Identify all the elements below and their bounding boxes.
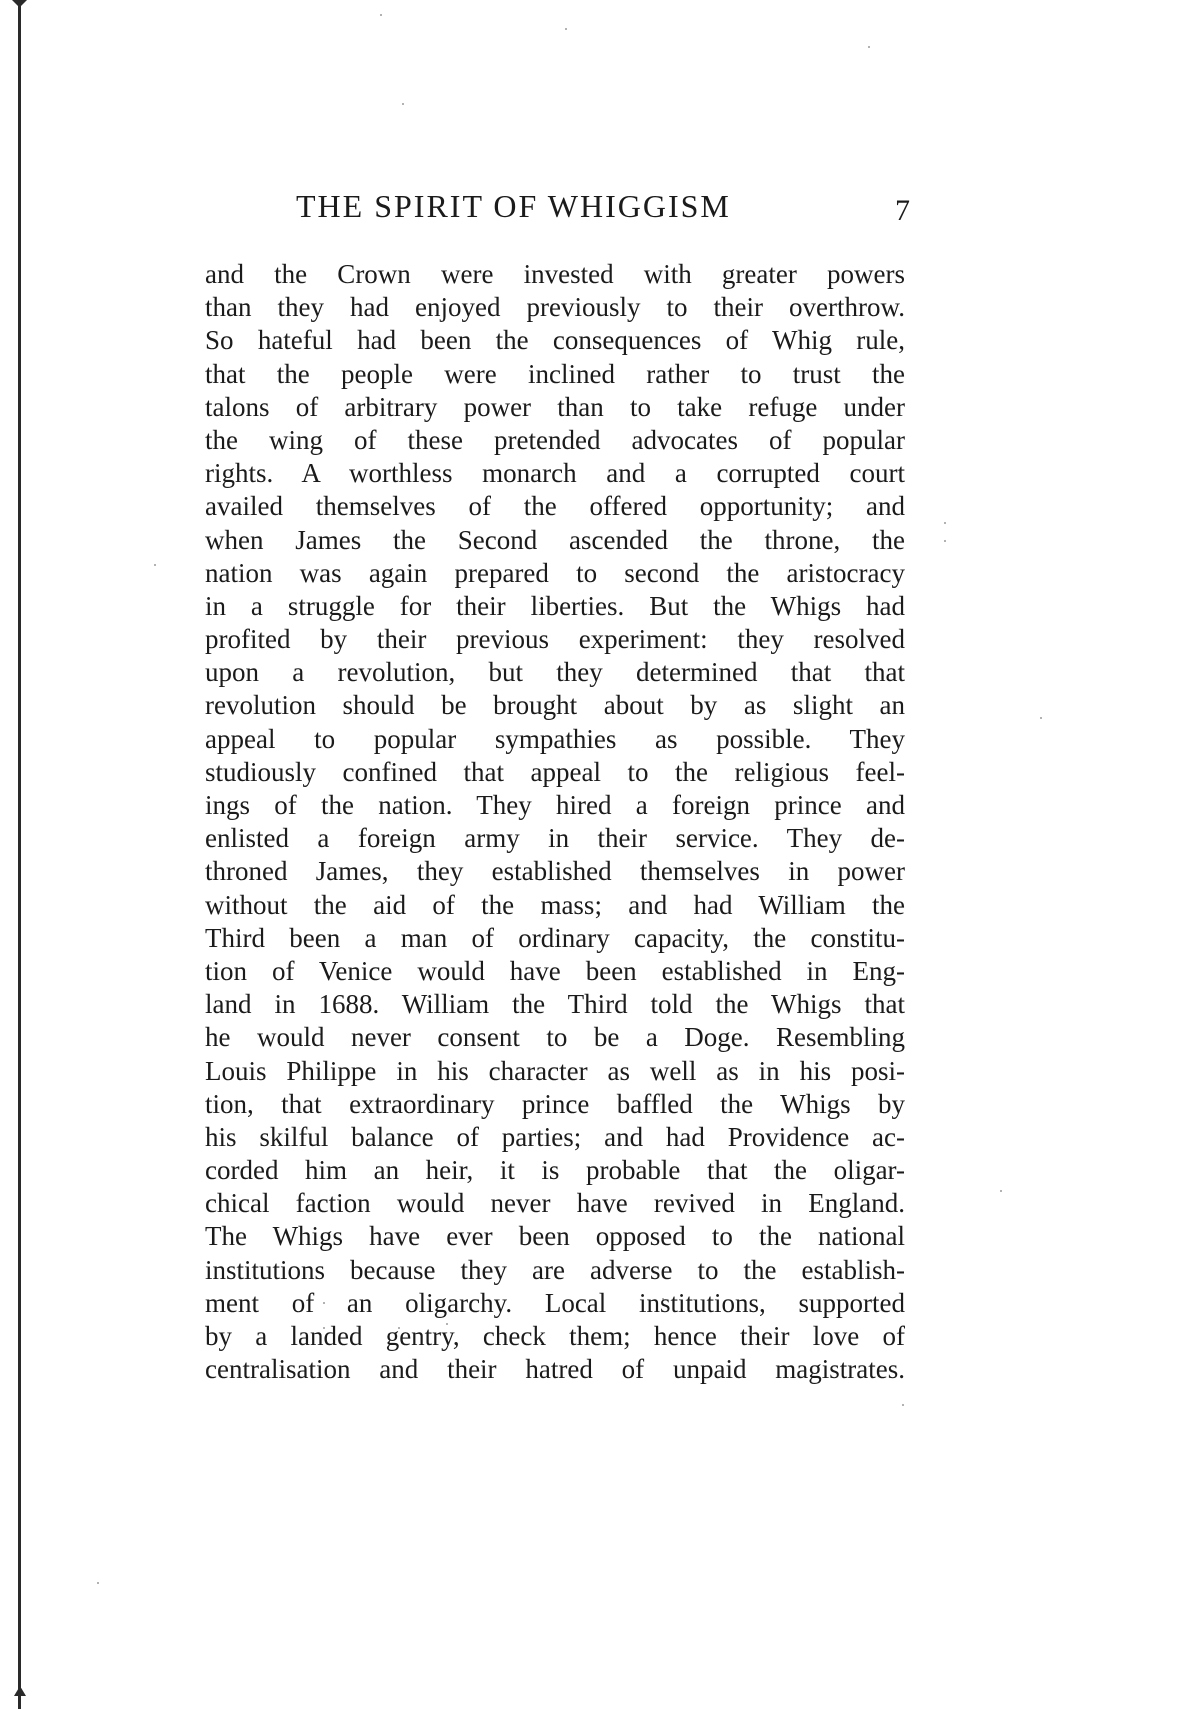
- text-line: when James the Second ascended the throne, the: [205, 524, 905, 555]
- text-line: appeal to popular sympathies as possible. They: [205, 723, 905, 754]
- text-line: throned James, they established themselves in power: [205, 856, 905, 887]
- text-line: tion of Venice would have been established in Eng-: [205, 955, 905, 986]
- text-line: The Whigs have ever been opposed to the national: [205, 1221, 905, 1252]
- text-line: So hateful had been the consequences of Whig rule,: [205, 325, 905, 356]
- text-line: ings of the nation. They hired a foreign prince and: [205, 790, 905, 820]
- speck: [380, 14, 382, 16]
- text-line: he would never consent to be a Doge. Resembling: [205, 1022, 905, 1053]
- text-line: and the Crown were invested with greater powers: [205, 259, 905, 289]
- speck: [97, 1582, 99, 1584]
- text-line: Louis Philippe in his character as well as in his posi-: [205, 1055, 905, 1086]
- text-line: land in 1688. William the Third told the Whigs that: [205, 989, 905, 1020]
- page-number: 7: [895, 194, 910, 227]
- text-line: talons of arbitrary power than to take refuge under: [205, 391, 905, 422]
- speck: [944, 540, 946, 542]
- speck: [1040, 717, 1042, 719]
- binding-tick-bottom: [14, 1688, 26, 1696]
- text-line: revolution should be brought about by as slight an: [205, 690, 905, 721]
- text-line: tion, that extraordinary prince baffled the Whigs by: [205, 1088, 905, 1119]
- text-line: ment of an oligarchy. Local institutions, supported: [205, 1287, 905, 1318]
- text-line: centralisation and their hatred of unpaid magistrates.: [205, 1354, 905, 1385]
- text-line: rights. A worthless monarch and a corrupted court: [205, 458, 905, 489]
- text-line: Third been a man of ordinary capacity, the constitu-: [205, 922, 905, 953]
- text-line: corded him an heir, it is probable that the oligar-: [205, 1155, 905, 1186]
- speck: [1000, 1190, 1002, 1192]
- running-head: [200, 188, 910, 238]
- text-line: his skilful balance of parties; and had Providence ac-: [205, 1121, 905, 1152]
- text-line: profited by their previous experiment: they resolved: [205, 624, 905, 655]
- text-line: studiously confined that appeal to the religious feel-: [205, 756, 905, 787]
- speck: [902, 1404, 904, 1406]
- speck: [868, 46, 870, 48]
- text-line: by a landed gentry, check them; hence their love of: [205, 1321, 905, 1351]
- text-line: the wing of these pretended advocates of popular: [205, 424, 905, 455]
- speck: [944, 522, 946, 524]
- text-line: upon a revolution, but they determined that that: [205, 657, 905, 688]
- binding-edge: [18, 0, 21, 1709]
- text-line: chical faction would never have revived in England.: [205, 1188, 905, 1219]
- speck: [402, 103, 404, 105]
- text-line: that the people were inclined rather to trust the: [205, 358, 905, 389]
- text-line: institutions because they are adverse to the establish-: [205, 1254, 905, 1285]
- speck: [565, 28, 567, 30]
- text-line: in a struggle for their liberties. But the Whigs had: [205, 590, 905, 621]
- body-text: [205, 258, 905, 1386]
- speck: [154, 564, 156, 566]
- text-line: nation was again prepared to second the aristocracy: [205, 557, 905, 588]
- text-line: enlisted a foreign army in their service. They de-: [205, 823, 905, 854]
- running-title: THE SPIRIT OF WHIGGISM: [296, 188, 731, 224]
- text-line: without the aid of the mass; and had William the: [205, 889, 905, 920]
- text-line: than they had enjoyed previously to their overthrow.: [205, 292, 905, 323]
- text-line: availed themselves of the offered opportunity; and: [205, 491, 905, 522]
